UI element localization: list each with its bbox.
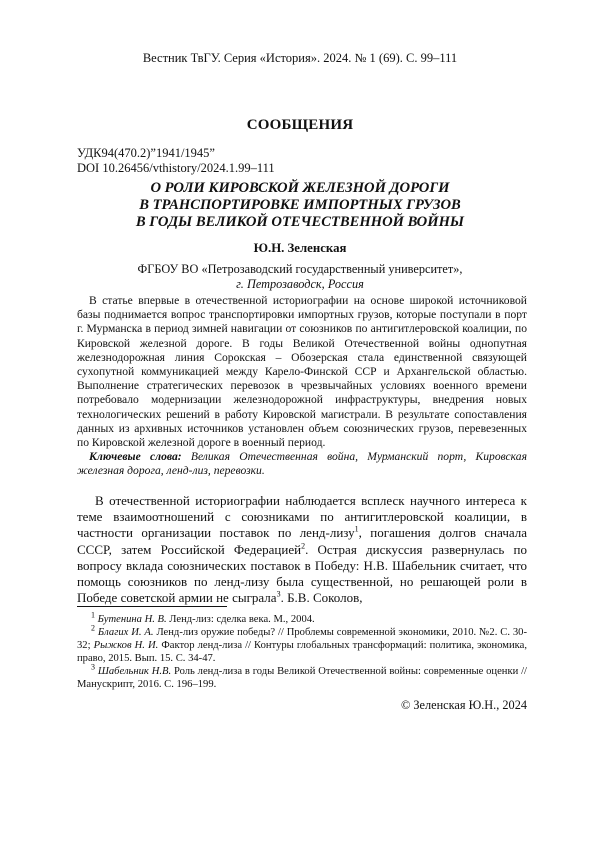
footnotes: [77, 610, 527, 691]
abstract: [77, 294, 527, 479]
footnote-text: Роль ленд-лиза в годы Великой Отечественной войны: современные оценки // Манускрипт, 2016. С. 196–199.: [77, 666, 527, 690]
footnote-ref[interactable]: 1: [354, 525, 359, 535]
body-segment: . Острая дискуссия развернулась по вопросу вклада союзнических поставок в Победу: Н.В. Шабельник считает, что помощь союзников по ленд-лизу была существенной, но решающей роли в Победе советской армии не сыграла: [77, 541, 527, 606]
footnote-number: 2: [91, 623, 95, 633]
footnote-text: Фактор ленд-лиза // Контуры глобальных трансформаций: политика, экономика, право, 2015. Вып. 15. С. 34-47.: [77, 640, 527, 664]
affiliation-org: ФГБОУ ВО «Петрозаводский государственный университет»,: [137, 262, 463, 276]
body-segment: . Б.В. Соколов,: [280, 590, 363, 606]
udk-code: УДК94(470.2)”1941/1945”: [77, 146, 215, 160]
article-title: [0, 180, 600, 231]
footnote-text: Ленд-лиз оружие победы? // Проблемы современной экономики, 2010. №2. С. 30-32;: [77, 627, 527, 651]
section-title: СООБЩЕНИЯ: [246, 117, 354, 133]
keywords-list: Великая Отечественная война, Мурманский порт, Кировская железная дорога, ленд-лиз, перевозки.: [77, 450, 527, 478]
title-line: В ТРАНСПОРТИРОВКЕ ИМПОРТНЫХ ГРУЗОВ: [139, 197, 461, 213]
body-segment: , погашения долгов сначала СССР, затем Российской Федерацией: [77, 525, 527, 557]
footnote: [77, 610, 527, 626]
title-line: В ГОДЫ ВЕЛИКОЙ ОТЕЧЕСТВЕННОЙ ВОЙНЫ: [135, 214, 465, 230]
body-text: [77, 493, 527, 606]
doi: DOI 10.26456/vthistory/2024.1.99–111: [77, 161, 275, 175]
body-paragraph: [77, 493, 527, 606]
affiliation-city: г. Петрозаводск, Россия: [236, 277, 364, 291]
footnote-number: 1: [91, 610, 95, 620]
footnote-author: Рыжков Н. И.: [93, 640, 159, 651]
keywords: [77, 450, 527, 478]
footnote-text: Ленд-лиз: сделка века. М., 2004.: [166, 614, 315, 625]
footnote: [77, 623, 527, 665]
author-name: Ю.Н. Зеленская: [253, 241, 347, 255]
affiliation: [0, 262, 600, 292]
footnote-author: Бутенина Н. В.: [97, 614, 167, 625]
footnote-author: Благих И. А.: [97, 627, 154, 638]
identifiers: [77, 146, 275, 176]
footnote-number: 3: [91, 662, 95, 672]
footnote-ref[interactable]: 2: [301, 541, 306, 551]
footnote-divider: [77, 606, 227, 607]
body-segment: В отечественной историографии наблюдается всплеск научного интереса к теме взаимоотношений с союзниками по антигитлеровской коалиции, в частности организации поставок по ленд-лизу: [77, 493, 527, 541]
keywords-label: Ключевые слова:: [89, 450, 182, 464]
footnote-author: Шабельник Н.В.: [97, 666, 172, 677]
footnote: [77, 662, 527, 691]
footnote-ref[interactable]: 3: [276, 589, 281, 599]
running-head: Вестник ТвГУ. Серия «История». 2024. № 1 (69). С. 99–111: [142, 51, 458, 65]
copyright: © Зеленская Ю.Н., 2024: [400, 698, 527, 712]
abstract-text: В статье впервые в отечественной историографии на основе широкой источниковой базы поднимается вопрос транспортировки импортных грузов, которые поступали в порт г. Мурманска в период зимней навигации от союзников по антигитлеровской коалиции, по Кировской железной дороге. В годы Великой Отечественной войны однопутная железнодорожная линия Сорокская – Обозерская стала единственной связующей сухопутной коммуникацией между Карело-Финской ССР и Архангельской областью. Выполнение стратегических перевозок в чрезвычайных условиях военного времени потребовало модернизации железнодорожной инфраструктуры, внедрения новых технологических решений в работу Кировской магистрали. В результате сопоставления данных из архивных источников установлен объем союзнических грузов, перевезенных по Кировской железной дороге в военный период.: [77, 294, 527, 450]
title-line: О РОЛИ КИРОВСКОЙ ЖЕЛЕЗНОЙ ДОРОГИ: [150, 180, 450, 196]
